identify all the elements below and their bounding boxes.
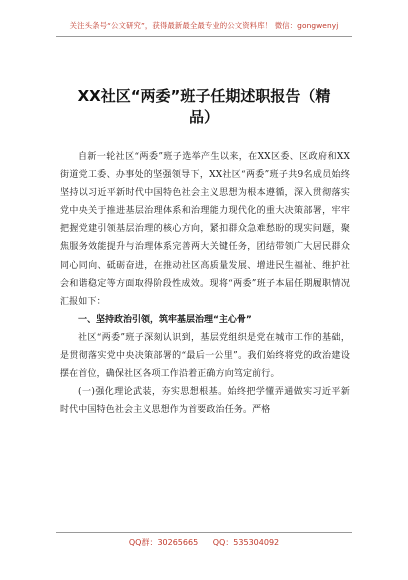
qq-group-label: QQ群：30265665	[128, 538, 199, 547]
footer-divider	[56, 532, 352, 533]
header-banner: 关注头条号“公文研究”，获得最新最全最专业的公文资料库！ 微信：gongwenyj	[69, 21, 339, 30]
document-title: XX社区“两委”班子任期述职报告（精品）	[77, 87, 331, 126]
section-heading: 一、坚持政治引领，筑牢基层治理“主心骨”	[78, 314, 252, 325]
footer-contact	[0, 537, 408, 548]
intro-paragraph: 自新一轮社区“两委”班子选举产生以来，在XX区委、区政府和XX街道党工委、办事处的坚强领导下，XX社区“两委”班子共9名成员始终坚持以习近平新时代中国特色社会主义思想为根本遵循，深入贯彻落实党中央关于推进基层治理体系和治理能力现代化的重大决策部署，牢牢把握党建引领基层治理的核心方向，紧扣群众急难愁盼的现实问题，聚焦服务效能提升与治理体系完善两大关键任务，团结带领广大居民群众同心同向、砥砺奋进，在推动社区高质量发展、增进民生福祉、维护社会和谐稳定等方面取得阶段性成效。现将“两委”班子本届任期履职情况汇报如下：	[60, 152, 350, 307]
body-paragraph: (一)强化理论武装，夯实思想根基。始终把学懂弄通做实习近平新时代中国特色社会主义思想作为首要政治任务。严格	[60, 387, 350, 416]
header-divider	[56, 36, 352, 37]
body-paragraph: 社区“两委”班子深刻认识到，基层党组织是党在城市工作的基础，是贯彻落实党中央决策部署的“最后一公里”。我们始终将党的政治建设摆在首位，确保社区各项工作沿着正确方向笃定前行。	[60, 332, 350, 380]
document-body	[60, 148, 350, 419]
qq-number-label: QQ：535304092	[212, 538, 280, 547]
